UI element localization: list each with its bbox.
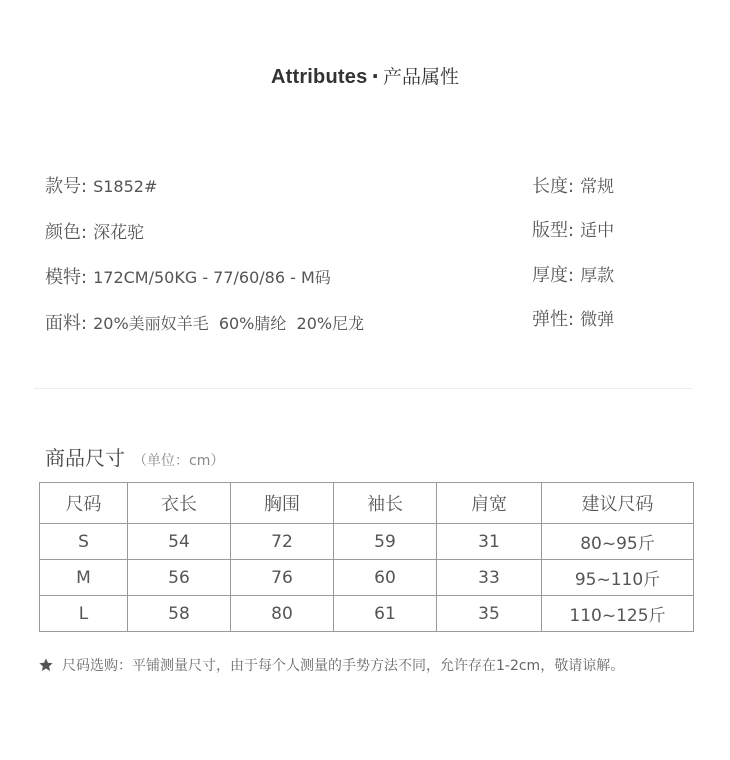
attribute-value: 深花驼 <box>93 223 145 243</box>
attribute-value: 172CM/50KG - 77/60/86 - M码 <box>93 268 331 287</box>
attribute-color <box>45 218 144 244</box>
table-cell: L <box>40 596 128 632</box>
table-cell: 33 <box>437 560 542 596</box>
title-english: Attributes <box>270 66 368 88</box>
table-header-row <box>40 483 694 524</box>
header-sleeve: 袖长 <box>334 483 437 524</box>
attribute-elasticity <box>532 305 614 331</box>
attribute-value: 厚款 <box>580 266 615 286</box>
attribute-value: 20%美丽奴羊毛 60%腈纶 20%尼龙 <box>93 314 365 333</box>
attribute-fabric <box>45 309 364 335</box>
table-cell: 56 <box>128 560 231 596</box>
note-text: 尺码选购：平铺测量尺寸，由于每个人测量的手势方法不同，允许存在1-2cm，敬请谅解。 <box>62 658 625 674</box>
table-cell: 76 <box>231 560 334 596</box>
table-cell: 59 <box>334 524 437 560</box>
table-cell: M <box>40 560 128 596</box>
size-table <box>39 482 694 632</box>
header-bust: 胸围 <box>231 483 334 524</box>
attribute-label: 版型: <box>532 220 575 241</box>
attribute-value: 适中 <box>580 221 615 241</box>
size-note <box>38 655 624 675</box>
size-title: 商品尺寸 <box>45 446 125 470</box>
table-cell: 110~125斤 <box>542 596 694 632</box>
attribute-label: 面料: <box>45 313 88 334</box>
attribute-fit <box>532 216 614 242</box>
table-cell: 31 <box>437 524 542 560</box>
attribute-label: 颜色: <box>45 222 88 243</box>
size-unit: （单位：cm） <box>133 453 225 469</box>
attribute-label: 长度: <box>532 176 575 197</box>
attribute-label: 弹性: <box>532 309 575 330</box>
table-cell: 35 <box>437 596 542 632</box>
attribute-value: S1852# <box>93 177 158 196</box>
page-title <box>0 62 730 89</box>
table-row <box>40 560 694 596</box>
title-separator: · <box>371 64 380 88</box>
attribute-label: 厚度: <box>532 265 575 286</box>
table-cell: 61 <box>334 596 437 632</box>
attribute-model <box>45 263 331 289</box>
header-shoulder: 肩宽 <box>437 483 542 524</box>
table-cell: S <box>40 524 128 560</box>
title-chinese: 产品属性 <box>383 66 460 88</box>
table-cell: 80 <box>231 596 334 632</box>
table-cell: 54 <box>128 524 231 560</box>
attribute-label: 款号: <box>45 176 88 197</box>
attribute-length <box>532 172 614 198</box>
size-section-title <box>45 442 224 471</box>
attribute-value: 常规 <box>580 177 615 197</box>
table-row <box>40 596 694 632</box>
table-cell: 80~95斤 <box>542 524 694 560</box>
table-cell: 72 <box>231 524 334 560</box>
table-cell: 58 <box>128 596 231 632</box>
attribute-label: 模特: <box>45 267 88 288</box>
table-row <box>40 524 694 560</box>
attribute-value: 微弹 <box>580 310 615 330</box>
header-recommended: 建议尺码 <box>542 483 694 524</box>
attribute-style-number <box>45 172 157 198</box>
table-cell: 95~110斤 <box>542 560 694 596</box>
section-divider <box>34 388 692 389</box>
header-length: 衣长 <box>128 483 231 524</box>
header-size: 尺码 <box>40 483 128 524</box>
attribute-thickness <box>532 261 614 287</box>
table-cell: 60 <box>334 560 437 596</box>
star-icon <box>38 657 54 673</box>
